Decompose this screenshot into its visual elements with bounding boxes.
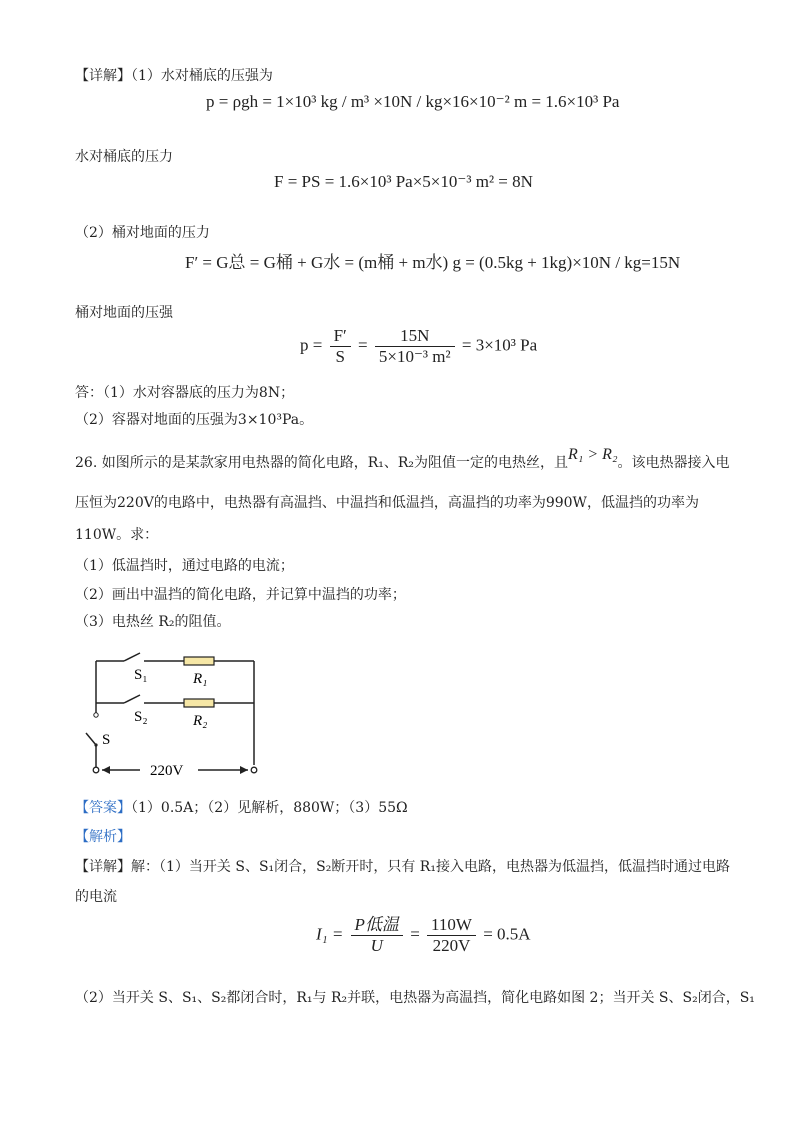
part2-label: （2）桶对地面的压力 xyxy=(75,225,210,241)
eq4-rhs: = 3×10³ Pa xyxy=(461,335,538,355)
pressure-label: 桶对地面的压强 xyxy=(75,305,173,321)
q26-sub-1: （1）低温挡时，通过电路的电流； xyxy=(75,558,294,574)
detail-tag: 【详解】 xyxy=(75,68,131,84)
fraction-current-1 xyxy=(351,915,403,956)
eq-current-lhs: I₁ = xyxy=(316,924,344,944)
label-r2: R₂ xyxy=(193,713,208,729)
fraction-1 xyxy=(330,326,351,367)
detail2-text: 解：（1）当开关 S、S₁闭合，S₂断开时，只有 R₁接入电路，电热器为低温挡，低温挡时通过电路 xyxy=(131,859,730,875)
frac2-num: 15N xyxy=(375,326,455,347)
q26-line-1 xyxy=(75,446,730,474)
eq4-lhs: p = xyxy=(300,335,323,355)
label-voltage: 220V xyxy=(150,763,184,779)
equation-current: I₁ = $\frac{\text{P低温}}{U}$ = $\frac{110W}{220V}$ = 0.5A xyxy=(316,915,531,955)
equation-ground-pressure: p = $\frac{F'}{S}$ = $\frac{15N}{\text{5×10⁻³ m²}}$ = 3×10³ Pa xyxy=(300,326,538,366)
frac-current2-den: 220V xyxy=(432,936,471,955)
fraction-current-2 xyxy=(427,915,476,956)
label-s1: S₁ xyxy=(134,667,148,683)
resistor-r1 xyxy=(184,657,214,665)
frac1-num: F′ xyxy=(330,326,351,347)
label-s2: S₂ xyxy=(134,709,148,725)
equation-total-force: F′ = G总 = G桶 + G水 = (m桶 + m水) g = (0.5kg + 1kg)×10N / kg=15N xyxy=(185,253,681,272)
frac-current2-num: 110W xyxy=(427,915,476,936)
q26-line1b: 。该电热器接入电 xyxy=(617,455,730,471)
part1-label: （1）水对桶底的压强为 xyxy=(131,68,273,84)
label-s: S xyxy=(102,732,111,748)
answer-text: （1）0.5A；（2）见解析，880W；（3）55Ω xyxy=(131,800,408,816)
q26-line-2: 压恒为220V的电路中，电热器有高温挡、中温挡和低温挡，高温挡的功率为990W，低温挡的功率为 xyxy=(75,495,699,511)
circuit-diagram xyxy=(80,645,280,785)
q26-sub-3: （3）电热丝 R₂的阻值。 xyxy=(75,614,231,630)
label-r1: R₁ xyxy=(193,671,208,687)
q26-relation: R₁ > R₂ xyxy=(568,446,618,463)
equation-pressure: p = ρgh = 1×10³ kg / m³ ×10N / kg×16×10⁻² m = 1.6×10³ Pa xyxy=(206,92,620,111)
force-label: 水对桶底的压力 xyxy=(75,149,173,165)
eq-current-rhs: = 0.5A xyxy=(483,924,531,944)
detail2-line-3: （2）当开关 S、S₁、S₂都闭合时，R₁与 R₂并联，电热器为高温挡，简化电路如图 2；当开关 S、S₂闭合，S₁ xyxy=(75,990,755,1006)
analysis-tag: 【解析】 xyxy=(75,829,131,845)
detail-line-1 xyxy=(75,66,273,86)
frac-current1-den: U xyxy=(370,936,383,955)
equation-force: F = PS = 1.6×10³ Pa×5×10⁻³ m² = 8N xyxy=(274,172,533,191)
frac1-den: S xyxy=(335,347,345,366)
frac-current1-num: P低温 xyxy=(351,915,403,936)
detail2-line-1 xyxy=(75,857,730,877)
q26-sub-2: （2）画出中温挡的简化电路，并记算中温挡的功率； xyxy=(75,587,406,603)
answer-line-2: （2）容器对地面的压强为3×10³Pa。 xyxy=(75,412,314,428)
answer-line-1: 答：（1）水对容器底的压力为8N； xyxy=(75,385,295,401)
resistor-r2 xyxy=(184,699,214,707)
q26-line1a: 26. 如图所示的是某款家用电热器的简化电路，R₁、R₂为阻值一定的电热丝，且 xyxy=(75,455,569,471)
answer-tag: 【答案】 xyxy=(75,800,131,816)
fraction-2 xyxy=(375,326,455,367)
detail2-line-2: 的电流 xyxy=(75,889,117,905)
frac2-den: 5×10⁻³ m² xyxy=(378,347,451,366)
detail2-tag: 【详解】 xyxy=(75,859,131,875)
q26-line-3: 110W。求： xyxy=(75,527,159,543)
answer-line xyxy=(75,798,408,818)
